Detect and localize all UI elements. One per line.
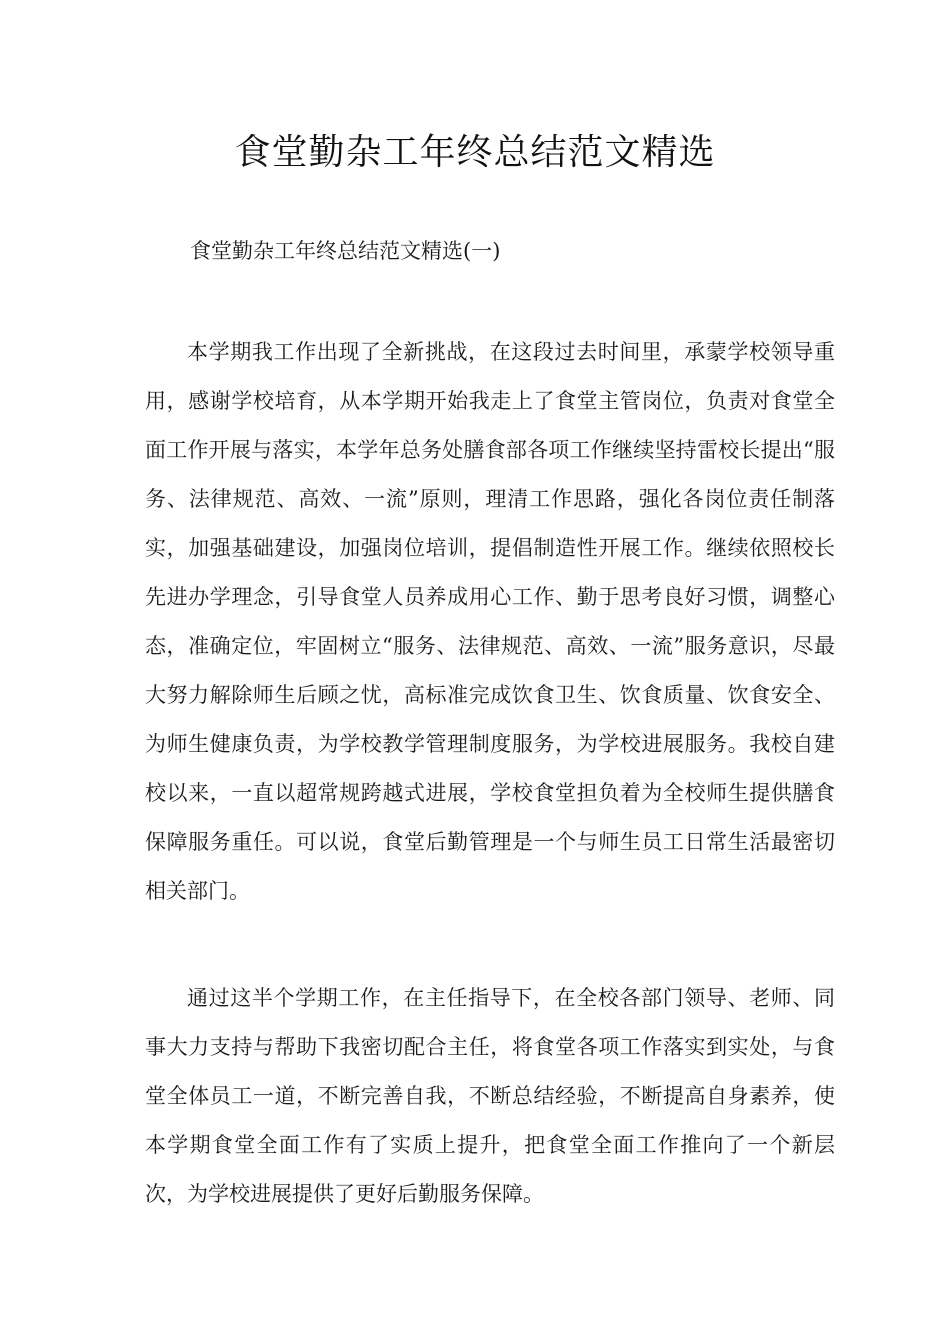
document-title: 食堂勤杂工年终总结范文精选 bbox=[234, 132, 716, 173]
body-paragraph-2: 通过这半个学期工作，在主任指导下，在全校各部门领导、老师、同事大力支持与帮助下我密切配合主任，将食堂各项工作落实到实处，与食堂全体员工一道，不断完善自我，不断总结经验，不断提高自身素养，使本学期食堂全面工作有了实质上提升，把食堂全面工作推向了一个新层次，为学校进展提供了更好后勤服务保障。 bbox=[145, 986, 835, 1206]
body-paragraph-1: 本学期我工作出现了全新挑战，在这段过去时间里，承蒙学校领导重用，感谢学校培育，从本学期开始我走上了食堂主管岗位，负责对食堂全面工作开展与落实，本学年总务处膳食部各项工作继续坚持雷校长提出“服务、法律规范、高效、一流”原则，理清工作思路，强化各岗位责任制落实，加强基础建设，加强岗位培训，提倡制造性开展工作。继续依照校长先进办学理念，引导食堂人员养成用心工作、勤于思考良好习惯，调整心态，准确定位，牢固树立“服务、法律规范、高效、一流”服务意识，尽最大努力解除师生后顾之忧，高标准完成饮食卫生、饮食质量、饮食安全、为师生健康负责，为学校教学管理制度服务，为学校进展服务。我校自建校以来，一直以超常规跨越式进展，学校食堂担负着为全校师生提供膳食保障服务重任。可以说，食堂后勤管理是一个与师生员工日常生活最密切相关部门。 bbox=[145, 340, 835, 903]
document-subtitle: 食堂勤杂工年终总结范文精选(一) bbox=[190, 239, 501, 263]
